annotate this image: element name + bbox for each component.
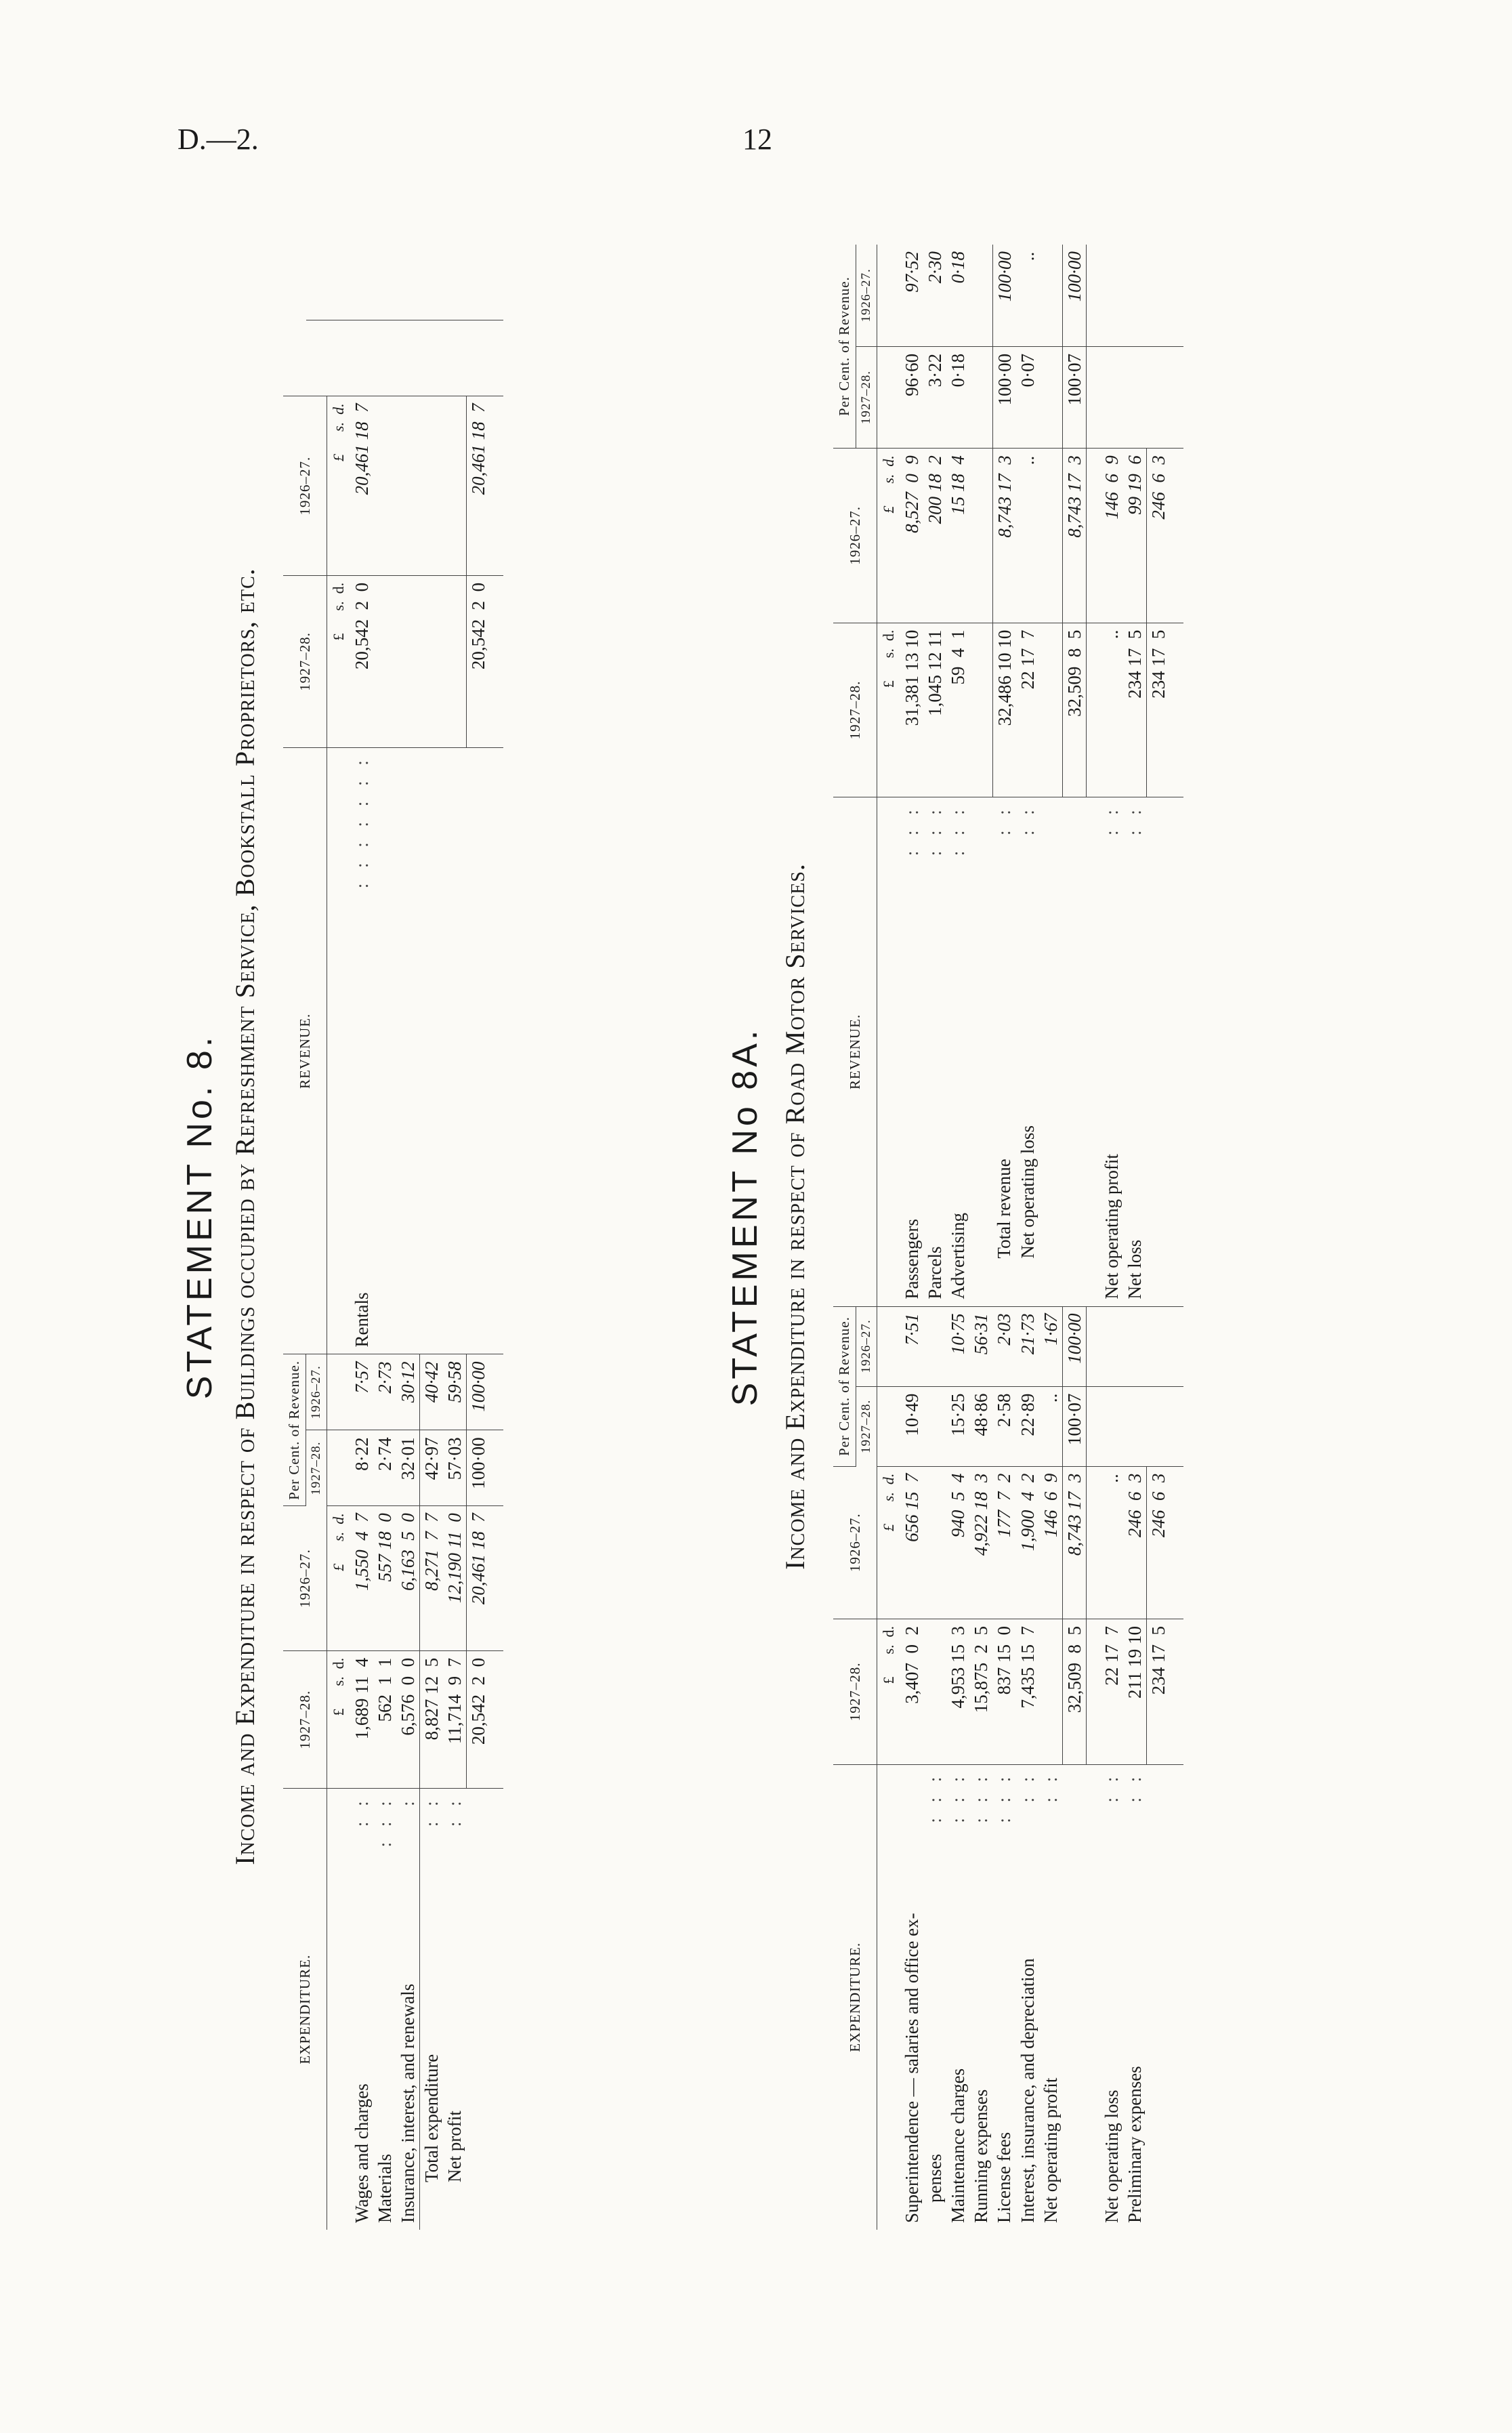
s8-row-p1: 32·01 bbox=[396, 1430, 420, 1506]
statement-8a-table bbox=[833, 245, 1183, 2230]
s8a-exp-label: Interest, insurance, and depreciation bbox=[1017, 1958, 1038, 2223]
s8-revenue-header: REVENUE. bbox=[283, 748, 327, 1354]
s8a-rev-total-a: 32,486 10 10 bbox=[992, 623, 1016, 797]
s8-lsd-d: £ s. d. bbox=[327, 396, 351, 576]
s8a-exp2-a: 211 19 10 bbox=[1123, 1619, 1147, 1764]
s8a-exp-b: 656 15 7 bbox=[900, 1466, 923, 1619]
statement-8a-subtitle: Income and Expenditure in respect of Road Motor Services. bbox=[780, 863, 810, 1570]
s8a-rev2-label: Net operating profit bbox=[1101, 1154, 1122, 1299]
s8a-rev-label: Parcels bbox=[925, 1246, 945, 1299]
page-number: 12 bbox=[742, 123, 772, 156]
s8-row-a: 562 1 1 bbox=[373, 1650, 396, 1788]
s8-profit-p1: 57·03 bbox=[443, 1430, 467, 1506]
s8a-exp-label: penses bbox=[925, 2154, 945, 2203]
s8-row-label: Insurance, interest, and renewals bbox=[398, 1983, 418, 2223]
s8-rev-1927-header: 1927–28. bbox=[283, 575, 327, 747]
s8a-rev-a: 1,045 12 11 bbox=[923, 623, 946, 797]
s8a-exp2-label: Net operating loss bbox=[1101, 2089, 1122, 2223]
s8a-exp-1926-header: 1926–27. bbox=[833, 1466, 877, 1619]
s8a-exp-p2: 1·67 bbox=[1039, 1306, 1063, 1386]
s8-row-sum bbox=[467, 245, 490, 2230]
s8a-exp-a bbox=[1039, 1619, 1063, 1764]
s8a-exp-b: 1,900 4 2 bbox=[1016, 1466, 1039, 1619]
s8a-row: Net operating profit : : 146 6 9 .. 1·67 bbox=[1039, 245, 1063, 2230]
s8-blank-b bbox=[306, 245, 327, 320]
s8-total-p2: 40·42 bbox=[420, 1354, 444, 1430]
s8a-exp-p1: 15·25 bbox=[946, 1386, 969, 1466]
s8-row-label: Materials bbox=[375, 2154, 395, 2223]
s8a-rev-a: 59 4 1 bbox=[946, 623, 969, 797]
s8-profit-b: 12,190 11 0 bbox=[443, 1506, 467, 1651]
s8-row-a: 6,576 0 0 bbox=[396, 1650, 420, 1788]
s8a-rev-p1: 0·18 bbox=[946, 346, 969, 448]
page-ref: D.—2. bbox=[177, 123, 259, 156]
s8a-exp-sum-a: 32,509 8 5 bbox=[1062, 1619, 1086, 1764]
s8a-exp-sum-b: 8,743 17 3 bbox=[1062, 1466, 1086, 1619]
s8a-lsd-a: £ s. d. bbox=[877, 1619, 901, 1764]
s8-revenue-label: Rentals bbox=[352, 1292, 372, 1348]
s8a-rev2-label: Net loss bbox=[1124, 1239, 1145, 1299]
s8a-exp-b: 177 7 2 bbox=[992, 1466, 1016, 1619]
s8-row-b: 6,163 5 0 bbox=[396, 1506, 420, 1651]
s8-row-p1: 8·22 bbox=[350, 1430, 373, 1506]
s8a-rev-p1: 3·22 bbox=[923, 346, 946, 448]
s8-exp-pct-header: Per Cent. of Revenue. bbox=[283, 1354, 306, 1506]
s8a-exp-label: License fees bbox=[994, 2132, 1014, 2223]
s8a-rev-loss-p1: 0·07 bbox=[1016, 346, 1039, 448]
s8a-lsd-d: £ s. d. bbox=[877, 449, 901, 623]
s8-expenditure-header: EXPENDITURE. bbox=[283, 1789, 327, 2230]
s8a-exp-p2: 21·73 bbox=[1016, 1306, 1039, 1386]
s8a-lsd-c: £ s. d. bbox=[877, 623, 901, 797]
s8a-rev-loss-label: Net operating loss bbox=[1017, 1125, 1038, 1259]
s8a-exp2-b: 246 6 3 bbox=[1123, 1466, 1147, 1619]
statement-8-table bbox=[283, 245, 503, 2230]
s8a-exp-pct-header: Per Cent. of Revenue. bbox=[833, 1306, 856, 1466]
s8a-exp-a: 15,875 2 5 bbox=[969, 1619, 992, 1764]
s8a-rev-b: 8,527 0 9 bbox=[900, 449, 923, 623]
s8-profit-label: Net profit bbox=[444, 2110, 465, 2182]
s8a-rev-sum-p2: 100·00 bbox=[1062, 245, 1086, 346]
statement-8-title: STATEMENT No. 8. bbox=[180, 1033, 219, 1400]
s8-row-p2: 30·12 bbox=[396, 1354, 420, 1430]
s8a-exp-sum-p1: 100·07 bbox=[1062, 1386, 1086, 1466]
statement-8-subtitle: Income and Expenditure in respect of Buildings occupied by Refreshment Service, Bookstall Proprietors, etc. bbox=[230, 568, 260, 1865]
s8a-exp-a: 7,435 15 7 bbox=[1016, 1619, 1039, 1764]
s8-row-label: Wages and charges bbox=[352, 2083, 372, 2223]
s8a-row: penses : : : Parcels : : : 1,045 12 11 200 18 2 3·22 2·30 bbox=[923, 245, 946, 2230]
s8a-rev-b: 200 18 2 bbox=[923, 449, 946, 623]
s8a-rev-b: 15 18 4 bbox=[946, 449, 969, 623]
s8a-row: Interest, insurance, and depreciation : : 7,435 15 7 1,900 4 2 22·89 21·73 Net operating loss : : 22 17 7 .. 0·07 .. bbox=[1016, 245, 1039, 2230]
s8a-rev-sum-b: 8,743 17 3 bbox=[1062, 449, 1086, 623]
s8a-rev-total-label: Total revenue bbox=[994, 1159, 1014, 1259]
s8a-exp-a: 3,407 0 2 bbox=[900, 1619, 923, 1764]
s8a-exp2-b: .. bbox=[1100, 1466, 1123, 1619]
s8-blank-a bbox=[306, 320, 327, 396]
s8a-rev2-b: 99 19 6 bbox=[1123, 449, 1147, 623]
s8-row-materials: Materials : : : 562 1 1 557 18 0 2·74 2·73 bbox=[373, 245, 396, 2230]
s8a-rev-1926-header: 1926–27. bbox=[833, 449, 877, 623]
s8a-rev-pct-1926: 1926–27. bbox=[856, 245, 877, 346]
s8-total-a: 8,827 12 5 bbox=[420, 1650, 444, 1788]
s8a-exp2-sum-a: 234 17 5 bbox=[1146, 1619, 1170, 1764]
s8a-exp-p1: .. bbox=[1039, 1386, 1063, 1466]
s8a-exp-p2: 2·03 bbox=[992, 1306, 1016, 1386]
s8a-rev-p1: 96·60 bbox=[900, 346, 923, 448]
s8-revenue-b: 20,461 18 7 bbox=[350, 396, 373, 576]
s8-sum-a: 20,542 2 0 bbox=[467, 1650, 490, 1788]
s8a-exp-p2: 7·51 bbox=[900, 1306, 923, 1386]
s8a-rev2-sum-a: 234 17 5 bbox=[1146, 623, 1170, 797]
s8a-exp2-sum-b: 246 6 3 bbox=[1146, 1466, 1170, 1619]
s8a-rev-sum-a: 32,509 8 5 bbox=[1062, 623, 1086, 797]
s8a-exp-pct-1927: 1927–28. bbox=[856, 1386, 877, 1466]
s8a-revenue-header: REVENUE. bbox=[833, 797, 877, 1306]
s8a-rev2-sum-b: 246 6 3 bbox=[1146, 449, 1170, 623]
s8-row-total: Total expenditure : : 8,827 12 5 8,271 7 7 42·97 40·42 bbox=[420, 245, 444, 2230]
s8-exp-pct-1926: 1926–27. bbox=[306, 1354, 327, 1430]
s8-sum-p1: 100·00 bbox=[467, 1430, 490, 1506]
s8-profit-p2: 59·58 bbox=[443, 1354, 467, 1430]
s8a-exp-pct-1926: 1926–27. bbox=[856, 1306, 877, 1386]
s8a-expenditure-header: EXPENDITURE. bbox=[833, 1764, 877, 2230]
s8a-exp-b: 940 5 4 bbox=[946, 1466, 969, 1619]
s8a-row: Superintendence — salaries and office ex- 3,407 0 2 656 15 7 10·49 7·51 Passengers : : : 31,381 13 10 8,527 0 9 96·60 97·52 bbox=[900, 245, 923, 2230]
s8a-row: Maintenance charges : : : 4,953 15 3 940 5 4 15·25 10·75 Advertising : : : 59 4 1 15 18 4 0·18 0·18 bbox=[946, 245, 969, 2230]
s8a-exp2-a: 22 17 7 bbox=[1100, 1619, 1123, 1764]
s8a-rev-total-p1: 100·00 bbox=[992, 346, 1016, 448]
s8-lsd-c: £ s. d. bbox=[327, 575, 351, 747]
s8a-exp-a: 837 15 0 bbox=[992, 1619, 1016, 1764]
s8a-exp-p1: 10·49 bbox=[900, 1386, 923, 1466]
s8-row-a: 1,689 11 4 bbox=[350, 1650, 373, 1788]
s8a-rev2-a: 234 17 5 bbox=[1123, 623, 1147, 797]
s8a-exp-sum-p2: 100·00 bbox=[1062, 1306, 1086, 1386]
s8a-lsd-b: £ s. d. bbox=[877, 1466, 901, 1619]
s8-row-wages: Wages and charges : : 1,689 11 4 1,550 4 7 8·22 7·57 Rentals : : : : : : : 20,542 2 0 20,461 18 7 bbox=[350, 245, 373, 2230]
s8a-rev-total-b: 8,743 17 3 bbox=[992, 449, 1016, 623]
s8-lsd-a: £ s. d. bbox=[327, 1650, 351, 1788]
s8-total-p1: 42·97 bbox=[420, 1430, 444, 1506]
s8a-rev-a: 31,381 13 10 bbox=[900, 623, 923, 797]
s8a-row: License fees : : : 837 15 0 177 7 2 2·58 2·03 Total revenue : : 32,486 10 10 8,743 17 3 100·00 100·00 bbox=[992, 245, 1016, 2230]
s8-row-b: 1,550 4 7 bbox=[350, 1506, 373, 1651]
s8a-exp-label: Superintendence — salaries and office ex- bbox=[902, 1913, 922, 2223]
s8a-exp-p2: 10·75 bbox=[946, 1306, 969, 1386]
s8-exp-1926-header: 1926–27. bbox=[283, 1506, 327, 1651]
s8a-rev-p2: 0·18 bbox=[946, 245, 969, 346]
s8a-rev-1927-header: 1927–28. bbox=[833, 623, 877, 797]
s8-row-p1: 2·74 bbox=[373, 1430, 396, 1506]
s8-row-profit: Net profit : : 11,714 9 7 12,190 11 0 57·03 59·58 bbox=[443, 245, 467, 2230]
s8a-rev2-a: .. bbox=[1100, 623, 1123, 797]
s8-lsd-b: £ s. d. bbox=[327, 1506, 351, 1651]
s8a-rev2-b: 146 6 9 bbox=[1100, 449, 1123, 623]
statement-8a-title: STATEMENT No 8A. bbox=[726, 1026, 765, 1407]
s8-total-b: 8,271 7 7 bbox=[420, 1506, 444, 1651]
s8-sum-p2: 100·00 bbox=[467, 1354, 490, 1430]
s8a-exp-p1: 2·58 bbox=[992, 1386, 1016, 1466]
s8a-exp-label: Maintenance charges bbox=[948, 2068, 968, 2223]
s8-total-label: Total expenditure bbox=[421, 2054, 442, 2182]
s8-rev-sum-b: 20,461 18 7 bbox=[467, 396, 490, 576]
s8a-exp-label: Running expenses bbox=[971, 2089, 991, 2223]
s8-revenue-a: 20,542 2 0 bbox=[350, 575, 373, 747]
s8-row-insurance: Insurance, interest, and renewals : 6,576 0 0 6,163 5 0 32·01 30·12 bbox=[396, 245, 420, 2230]
s8-row-p2: 7·57 bbox=[350, 1354, 373, 1430]
s8-rev-pct-blank bbox=[283, 245, 306, 396]
s8a-exp-1927-header: 1927–28. bbox=[833, 1619, 877, 1764]
s8-sum-b: 20,461 18 7 bbox=[467, 1506, 490, 1651]
s8a-exp-b: 146 6 9 bbox=[1039, 1466, 1063, 1619]
s8a-rev-total-p2: 100·00 bbox=[992, 245, 1016, 346]
s8-row-b: 557 18 0 bbox=[373, 1506, 396, 1651]
s8a-final-row bbox=[1146, 245, 1170, 2230]
s8a-rev-pct-1927: 1927–28. bbox=[856, 346, 877, 448]
s8a-row: Net operating loss : : 22 17 7 .. Net operating profit : : .. 146 6 9 bbox=[1100, 245, 1123, 2230]
s8a-exp-a: 4,953 15 3 bbox=[946, 1619, 969, 1764]
s8a-exp-p1: 22·89 bbox=[1016, 1386, 1039, 1466]
s8a-rev-loss-b: .. bbox=[1016, 449, 1039, 623]
s8-profit-a: 11,714 9 7 bbox=[443, 1650, 467, 1788]
s8a-exp-p1: 48·86 bbox=[969, 1386, 992, 1466]
s8a-row: Running expenses : : : 15,875 2 5 4,922 18 3 48·86 56·31 bbox=[969, 245, 992, 2230]
s8a-exp-label: Net operating profit bbox=[1040, 2077, 1061, 2223]
s8a-exp-b: 4,922 18 3 bbox=[969, 1466, 992, 1619]
s8a-exp2-label: Preliminary expenses bbox=[1124, 2066, 1145, 2223]
s8-exp-pct-1927: 1927–28. bbox=[306, 1430, 327, 1506]
s8a-rev-pct-header: Per Cent. of Revenue. bbox=[833, 245, 856, 449]
s8-exp-1927-header: 1927–28. bbox=[283, 1650, 327, 1788]
s8a-rev-p2: 2·30 bbox=[923, 245, 946, 346]
s8a-rev-loss-a: 22 17 7 bbox=[1016, 623, 1039, 797]
s8a-row: Preliminary expenses : : 211 19 10 246 6 3 Net loss : : 234 17 5 99 19 6 bbox=[1123, 245, 1147, 2230]
s8a-exp-p2: 56·31 bbox=[969, 1306, 992, 1386]
s8a-rev-label: Advertising bbox=[948, 1213, 968, 1299]
s8a-rev-label: Passengers bbox=[902, 1219, 922, 1299]
s8a-rev-p2: 97·52 bbox=[900, 245, 923, 346]
s8-row-p2: 2·73 bbox=[373, 1354, 396, 1430]
s8a-exp-sum-row bbox=[1062, 245, 1086, 2230]
s8-rev-sum-a: 20,542 2 0 bbox=[467, 575, 490, 747]
s8a-rev-sum-p1: 100·07 bbox=[1062, 346, 1086, 448]
s8-rev-1926-header: 1926–27. bbox=[283, 396, 327, 576]
s8a-rev-loss-p2: .. bbox=[1016, 245, 1039, 346]
